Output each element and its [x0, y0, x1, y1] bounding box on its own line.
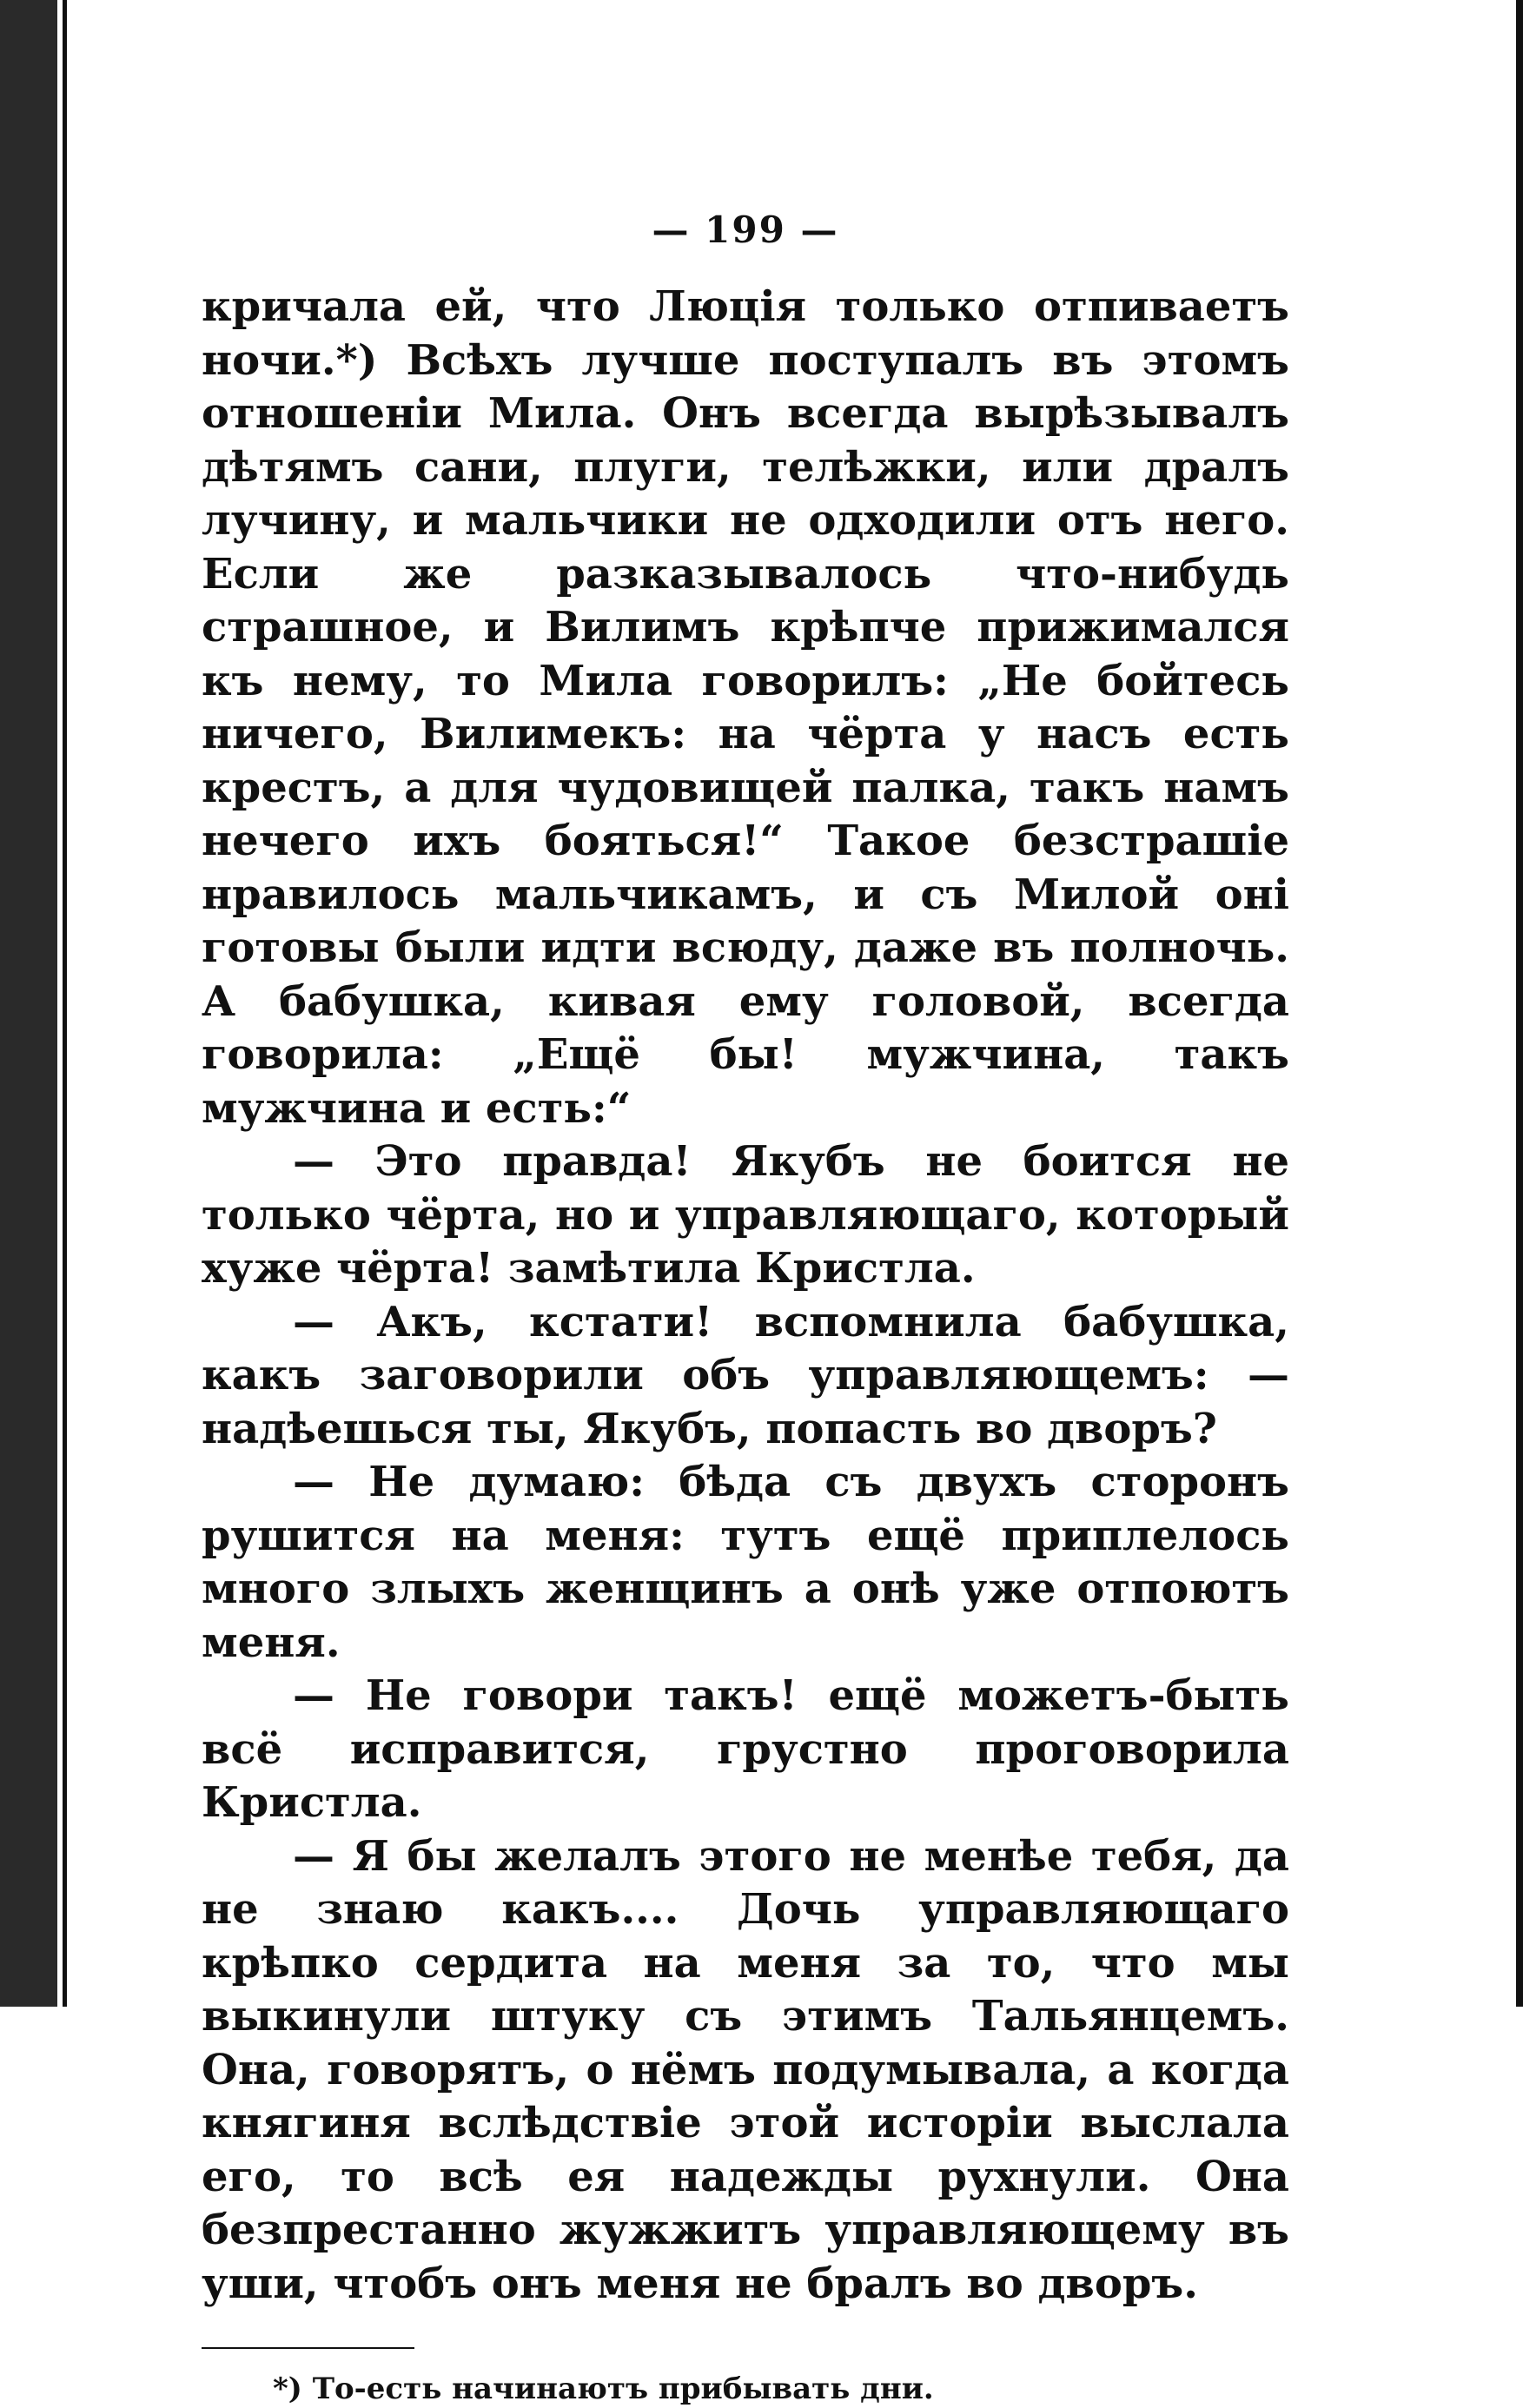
paragraph-dialogue: — Не думаю: бѣда съ двухъ сторонъ рушится на меня: тутъ ещё приплелось много злыхъ женщинъ а онѣ уже отпоютъ меня.	[202, 1458, 1289, 1667]
footnote-divider	[202, 2347, 414, 2349]
paragraph-dialogue: — Я бы желалъ этого не менѣе тебя, да не знаю какъ.... Дочь управляющаго крѣпко сердита на меня за то, что мы выкинули штуку съ этимъ Тальянцемъ. Она, говорятъ, о нёмъ подумывала, а когда княгиня вслѣдствіе этой исторіи выслала его, то всѣ ея надежды рухнули. Она безпрестанно жужжитъ управляющему въ уши, чтобъ онъ меня не бралъ во дворъ.	[202, 1831, 1289, 2308]
scan-border-left	[0, 0, 57, 2007]
paragraph-dialogue: — Акъ, кстати! вспомнила бабушка, какъ заговорили объ управляющемъ: — надѣешься ты, Якубъ, попасть во дворъ?	[202, 1297, 1289, 1453]
paragraph-narrative: кричала ей, что Люція только отпиваетъ ночи.*) Всѣхъ лучше поступалъ въ этомъ отношеніи Мила. Онъ всегда вырѣзывалъ дѣтямъ сани, плуги, телѣжки, или дралъ лучину, и мальчики не одходили отъ него. Если же разказывалось что-нибудь страшное, и Вилимъ крѣпче прижимался къ нему, то Мила говорилъ: „Не бойтесь ничего, Вилимекъ: на чёрта у насъ есть крестъ, а для чудовищей палка, такъ намъ нечего ихъ бояться!“ Такое безстрашіе нравилось мальчикамъ, и съ Милой оні готовы были идти всюду, даже въ полночь. А бабушка, кивая ему головой, всегда говорила: „Ещё бы! мужчина, такъ мужчина и есть:“	[202, 282, 1289, 1133]
scan-border-line	[63, 0, 67, 2007]
body-text	[202, 281, 1289, 2311]
footnote: *) То-есть начинаютъ прибывать дни.	[273, 2372, 934, 2406]
scan-border-right	[1516, 0, 1523, 2007]
paragraph-dialogue: — Не говори такъ! ещё можетъ-быть всё исправится, грустно проговорила Кристла.	[202, 1671, 1289, 1827]
paragraph-dialogue: — Это правда! Якубъ не боится не только чёрта, но и управляющаго, который хуже чёрта! замѣтила Кристла.	[202, 1137, 1289, 1293]
book-page	[202, 208, 1289, 2408]
page-number: — 199 —	[652, 208, 839, 251]
